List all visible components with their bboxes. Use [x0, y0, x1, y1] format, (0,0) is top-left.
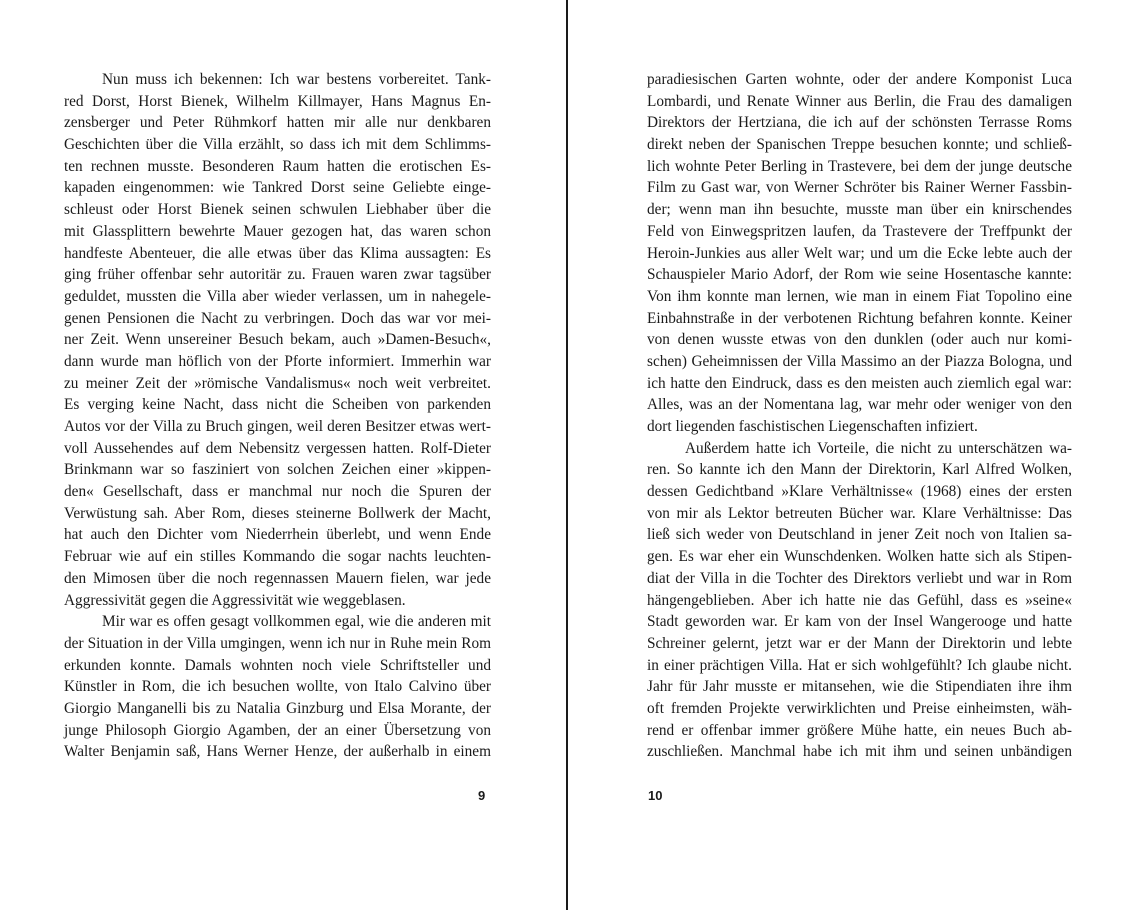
text-line: ten rechnen musste. Besonderen Raum hatten die erotischen Es- [64, 157, 491, 175]
text-line: zu meiner Zeit der »römische Vandalismus« noch weit verbreitet. [64, 374, 491, 392]
text-line: Verwüstung sah. Aber Rom, dieses steinerne Bollwerk der Macht, [64, 504, 491, 522]
text-line: junge Philosoph Giorgio Agamben, der an einer Übersetzung von [64, 721, 491, 739]
text-line: gen. Es war eher ein Wunschdenken. Wolken hatte sich als Stipen- [647, 548, 1072, 566]
text-line: genen Pensionen die Nacht zu verbringen. Doch das war vor mei- [64, 309, 491, 327]
text-line: rend er offenbar immer größere Mühe hatte, ein neues Buch ab- [647, 721, 1072, 739]
text-line: Stadt geworden war. Er kam von der Insel Wangerooge und hatte [647, 613, 1072, 631]
text-line: mit Glassplittern bewehrte Mauer gezogen hat, das waren schon [64, 222, 491, 240]
text-line: Es verging keine Nacht, dass nicht die Scheiben von parkenden [64, 396, 491, 414]
text-line: erkunden konnte. Damals wohnten noch viele Schriftsteller und [64, 656, 491, 674]
text-line: Walter Benjamin saß, Hans Werner Henze, der außerhalb in einem [64, 743, 491, 761]
text-line: Februar wie auf ein stilles Kommando die sogar nachts leuchten- [64, 548, 491, 566]
text-line: red Dorst, Horst Bienek, Wilhelm Killmayer, Hans Magnus En- [64, 92, 491, 110]
text-line: hat auch den Dichter vom Niederrhein überlebt, und wenn Ende [64, 526, 491, 544]
text-line: den Mimosen über die noch regennassen Mauern fielen, war jede [64, 569, 491, 587]
text-line: Geschichten über die Villa erzählt, so dass ich mit dem Schlimms- [64, 136, 491, 154]
text-line: Alles, was an der Nomentana lag, war mehr oder weniger von den [647, 396, 1072, 414]
text-line: ren. So kannte ich den Mann der Direktorin, Karl Alfred Wolken, [647, 461, 1072, 479]
text-line: der; wenn man ihn besuchte, musste man über ein knirschendes [647, 201, 1072, 219]
text-line: zensberger und Peter Rühmkorf hatten mir alle nur denkbaren [64, 114, 491, 132]
text-line: Nun muss ich bekennen: Ich war bestens vorbereitet. Tank- [102, 71, 491, 88]
text-line: der Situation in der Villa umgingen, wenn ich nur in Ruhe mein Rom [64, 634, 491, 652]
text-line: Jahr für Jahr musste er mitansehen, wie die Stipendiaten ihre ihm [647, 678, 1072, 696]
left-text-column [64, 69, 491, 763]
text-line: hängengeblieben. Aber ich hatte nie das Gefühl, dass es »seine« [647, 591, 1072, 609]
text-line: ner Zeit. Wenn unsereiner Besuch bekam, auch »Damen-Besuch«, [64, 331, 491, 349]
right-text-column [647, 69, 1072, 763]
text-line: diat der Villa in die Tochter des Direktors verliebt und war in Rom [647, 569, 1072, 587]
text-line: Schauspieler Mario Adorf, der Rom wie seine Hosentasche kannte: [647, 266, 1072, 284]
text-line: in einer prächtigen Villa. Hat er sich wohlgefühlt? Ich glaube nicht. [647, 656, 1072, 674]
text-line: Lombardi, und Renate Winner aus Berlin, die Frau des damaligen [647, 92, 1072, 110]
text-line: ich hatte den Eindruck, dass es den meisten auch ziemlich egal war: [647, 374, 1072, 392]
text-line: zuschließen. Manchmal habe ich mit ihm und seinen unbändigen [647, 743, 1072, 761]
text-line: Einbahnstraße in der verbotenen Richtung befahren konnte. Keiner [647, 309, 1072, 327]
text-line: von mir als Lektor betreuten Bücher war. Klare Verhältnisse: Das [647, 504, 1072, 522]
text-line: Künstler in Rom, die ich besuchen wollte, von Italo Calvino über [64, 678, 491, 696]
text-line: dort liegenden faschistischen Liegenschaften infiziert. [647, 418, 978, 435]
text-line: von denen wusste etwas von den dunklen (oder auch nur komi- [647, 331, 1072, 349]
text-line: Schreiner gelernt, jetzt war er der Mann der Direktorin und lebte [647, 634, 1072, 652]
text-line: ließ sich weder von Deutschland in jener Zeit noch von Italien sa- [647, 526, 1072, 544]
page-number-right: 10 [648, 788, 663, 803]
text-line: Feld von Einwegspritzen laufen, da Trastevere der Treffpunkt der [647, 222, 1072, 240]
text-line: handfeste Abenteuer, die alle etwas über das Klima aussagten: Es [64, 244, 491, 262]
text-line: Von ihm konnte man lernen, wie man in einem Fiat Topolino eine [647, 287, 1072, 305]
text-line: schen) Geheimnissen der Villa Massimo an der Piazza Bologna, und [647, 352, 1072, 370]
page-number-left: 9 [478, 788, 486, 803]
text-line: dann wurde man höflich von der Pforte informiert. Immerhin war [64, 352, 491, 370]
text-line: lich wohnte Peter Berling in Trastevere, bei dem der junge deutsche [647, 157, 1072, 175]
text-line: direkt neben der Spanischen Treppe besuchen konnte; und schließ- [647, 136, 1072, 154]
text-line: geduldet, mussten die Villa aber wieder verlassen, um in nahegele- [64, 287, 491, 305]
text-line: kapaden eingenommen: wie Tankred Dorst seine Geliebte einge- [64, 179, 491, 197]
text-line: Aggressivität gegen die Aggressivität wie weggeblasen. [64, 591, 406, 609]
text-line: Heroin-Junkies aus aller Welt war; und um die Ecke lebte auch der [647, 244, 1072, 262]
text-line: Mir war es offen gesagt vollkommen egal, wie die anderen mit [102, 613, 491, 631]
text-line: voll Aussehendes auf dem Nebensitz vergessen hatten. Rolf-Dieter [64, 439, 491, 457]
text-line: den« Gesellschaft, dass er manchmal nur noch die Spuren der [64, 483, 491, 501]
text-line: Brinkmann war so fasziniert von solchen Zeichen einer »kippen- [64, 461, 491, 479]
text-line: Giorgio Manganelli bis zu Natalia Ginzburg und Elsa Morante, der [64, 699, 491, 717]
text-line: oft fremden Projekte verwirklichten und Preise einheimsten, wäh- [647, 699, 1072, 717]
text-line: Außerdem hatte ich Vorteile, die nicht zu unterschätzen wa- [685, 439, 1072, 457]
text-line: ging früher offenbar sehr autoritär zu. Frauen waren zwar tagsüber [64, 266, 491, 284]
text-line: schleust oder Horst Bienek seinen schwulen Liebhaber über die [64, 201, 491, 219]
text-line: dessen Gedichtband »Klare Verhältnisse« (1968) eines der ersten [647, 483, 1072, 501]
text-line: Direktors der Hertziana, die ich auf der schönsten Terrasse Roms [647, 114, 1072, 132]
text-line: paradiesischen Garten wohnte, oder der andere Komponist Luca [647, 71, 1072, 88]
text-line: Film zu Gast war, von Werner Schröter bis Rainer Werner Fassbin- [647, 179, 1072, 197]
right-page [568, 0, 1132, 910]
text-line: Autos vor der Villa zu Bruch gingen, weil deren Besitzer etwas wert- [64, 418, 491, 435]
